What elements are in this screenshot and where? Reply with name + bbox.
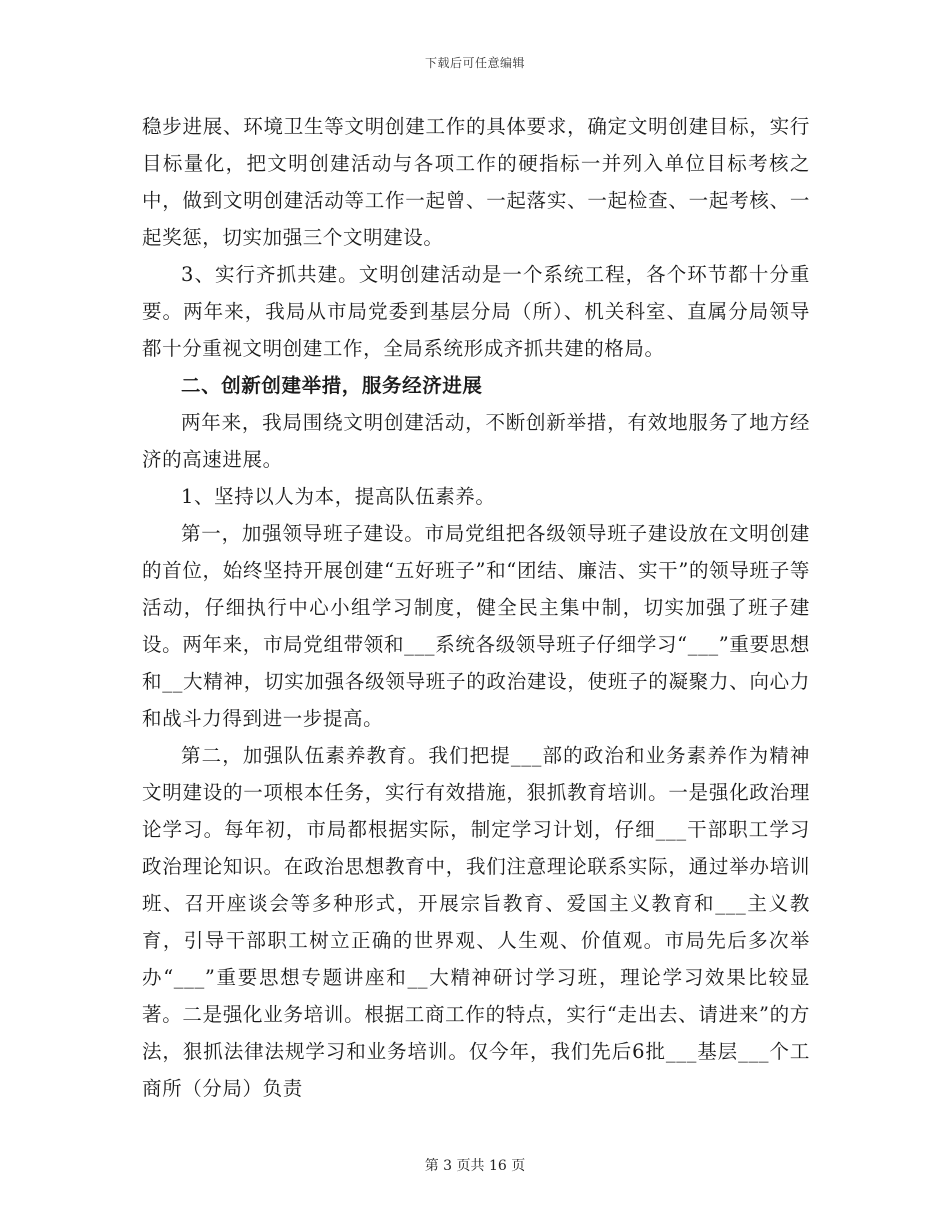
paragraph: 两年来，我局围绕文明创建活动，不断创新举措，有效地服务了地方经济的高速进展。	[142, 411, 810, 471]
subsection-heading: 1、坚持以人为本，提高队伍素养。	[181, 485, 496, 508]
section-heading: 二、创新创建举措，服务经济进展	[181, 374, 483, 397]
page-footer: 第 3 页共 16 页	[424, 1158, 526, 1174]
paragraph-continued: 稳步进展、环境卫生等文明创建工作的具体要求，确定文明创建目标，实行目标量化，把文明创建活动与各项工作的硬指标一并列入单位目标考核之中，做到文明创建活动等工作一起曾、一起落实、一起检查、一起考核、一起奖惩，切实加强三个文明建设。	[142, 115, 810, 249]
document-body	[142, 108, 810, 1107]
paragraph: 第一，加强领导班子建设。市局党组把各级领导班子建设放在文明创建的首位，始终坚持开展创建“五好班子”和“团结、廉洁、实干”的领导班子等活动，仔细执行中心小组学习制度，健全民主集中制，切实加强了班子建设。两年来，市局党组带领和___系统各级领导班子仔细学习“___”重要思想和__大精神，切实加强各级领导班子的政治建设，使班子的凝聚力、向心力和战斗力得到进一步提高。	[142, 522, 810, 730]
page-header: 下载后可任意编辑	[424, 56, 525, 70]
paragraph: 3、实行齐抓共建。文明创建活动是一个系统工程，各个环节都十分重要。两年来，我局从市局党委到基层分局（所）、机关科室、直属分局领导都十分重视文明创建工作，全局系统形成齐抓共建的格局。	[142, 263, 810, 360]
paragraph: 第二，加强队伍素养教育。我们把提___部的政治和业务素养作为精神文明建设的一项根本任务，实行有效措施，狠抓教育培训。一是强化政治理论学习。每年初，市局都根据实际，制定学习计划，仔细___干部职工学习政治理论知识。在政治思想教育中，我们注意理论联系实际，通过举办培训班、召开座谈会等多种形式，开展宗旨教育、爱国主义教育和___主义教育，引导干部职工树立正确的世界观、人生观、价值观。市局先后多次举办“___”重要思想专题讲座和__大精神研讨学习班，理论学习效果比较显著。二是强化业务培训。根据工商工作的特点，实行“走出去、请进来”的方法，狠抓法律法规学习和业务培训。仅今年，我们先后6批___基层___个工商所（分局）负责	[142, 744, 810, 1100]
